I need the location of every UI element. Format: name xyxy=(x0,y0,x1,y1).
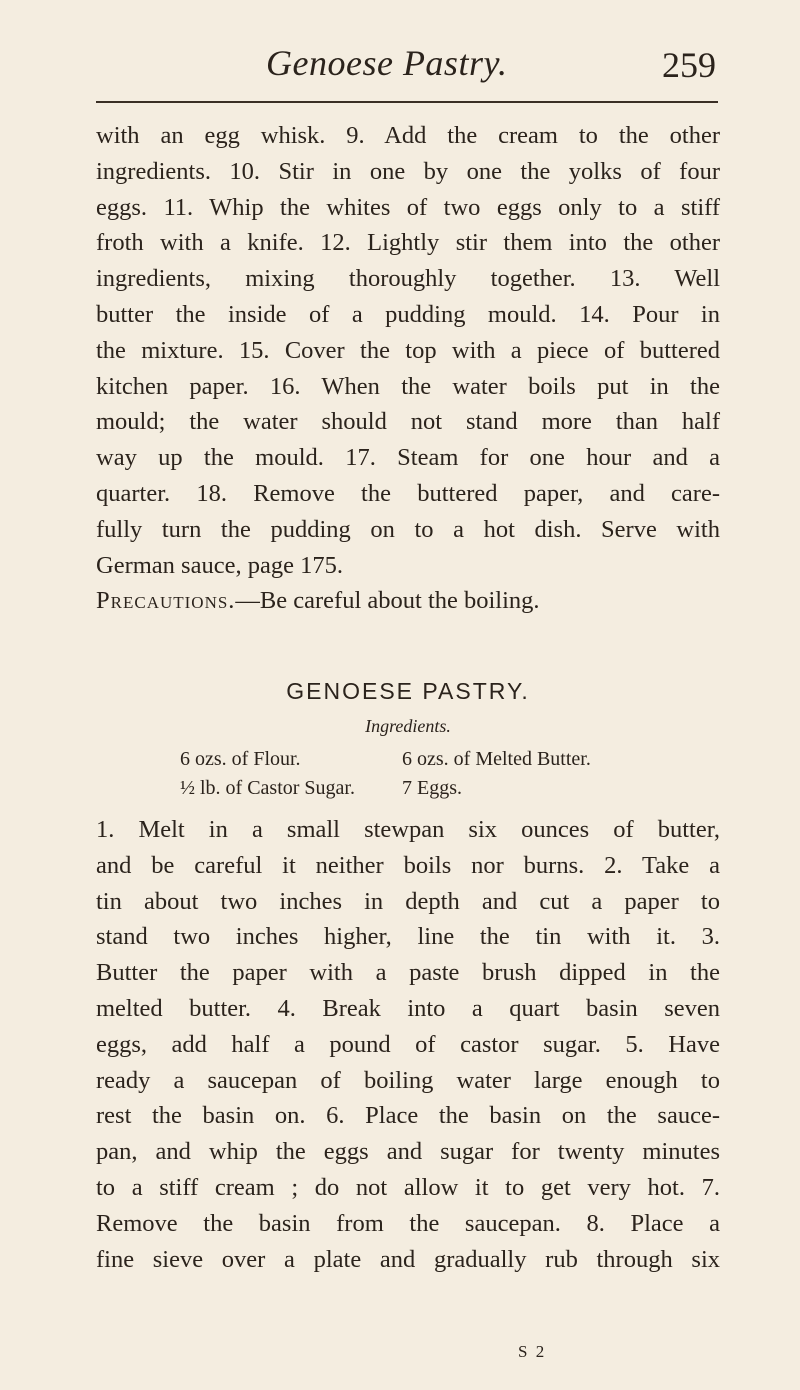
ingredients-list xyxy=(96,745,720,803)
text-line: the mixture. 15. Cover the top with a piece of buttered xyxy=(96,336,720,364)
text-line: eggs, add half a pound of castor sugar. 5. Have xyxy=(96,1030,720,1058)
text-line: fully turn the pudding on to a hot dish. Serve with xyxy=(96,515,720,543)
page-number: 259 xyxy=(662,45,716,85)
text-line: ingredients, mixing thoroughly together. 13. Well xyxy=(96,265,720,293)
method-text xyxy=(96,812,720,1277)
page-header xyxy=(96,42,716,102)
text-line: ingredients. 10. Stir in one by one the yolks of four xyxy=(96,157,720,185)
continuation-text xyxy=(96,118,720,619)
text-line: quarter. 18. Remove the buttered paper, and care- xyxy=(96,479,720,507)
signature-mark: S 2 xyxy=(518,1342,547,1361)
text-line: German sauce, page 175. xyxy=(96,551,343,579)
recipe-title: GENOESE PASTRY. xyxy=(286,678,530,704)
text-line: Butter the paper with a paste brush dipped in the xyxy=(96,959,720,987)
ingredient-row xyxy=(96,745,720,774)
text-line: tin about two inches in depth and cut a paper to xyxy=(96,887,720,915)
text-line: with an egg whisk. 9. Add the cream to the other xyxy=(96,122,720,149)
precautions-label: Precautions. xyxy=(96,587,236,615)
text-line: stand two inches higher, line the tin with it. 3. xyxy=(96,923,720,951)
ingredient: 7 Eggs. xyxy=(402,777,462,799)
text-line: pan, and whip the eggs and sugar for twenty minutes xyxy=(96,1138,720,1166)
text-line: kitchen paper. 16. When the water boils put in the xyxy=(96,372,720,400)
header-rule xyxy=(96,101,718,103)
text-line: to a stiff cream ; do not allow it to get very hot. 7. xyxy=(96,1173,720,1201)
text-line: mould; the water should not stand more than half xyxy=(96,408,720,436)
text-line: rest the basin on. 6. Place the basin on the sauce- xyxy=(96,1102,720,1130)
ingredient: 6 ozs. of Flour. xyxy=(180,748,301,770)
ingredient-row xyxy=(96,774,720,803)
ingredients-heading: Ingredients. xyxy=(365,716,451,736)
running-title: Genoese Pastry. xyxy=(266,43,508,83)
ingredient: 6 ozs. of Melted Butter. xyxy=(402,748,591,770)
precautions-text: —Be careful about the boiling. xyxy=(235,587,540,615)
text-line: froth with a knife. 12. Lightly stir them into the other xyxy=(96,229,720,257)
text-line: Remove the basin from the saucepan. 8. Place a xyxy=(96,1209,720,1237)
text-line: fine sieve over a plate and gradually rub through six xyxy=(96,1245,720,1273)
text-line: way up the mould. 17. Steam for one hour and a xyxy=(96,444,720,472)
precautions-line xyxy=(96,583,720,619)
text-line: ready a saucepan of boiling water large enough to xyxy=(96,1066,720,1094)
text-line: 1. Melt in a small stewpan six ounces of butter, xyxy=(96,816,720,843)
text-line: melted butter. 4. Break into a quart basin seven xyxy=(96,994,720,1022)
text-line: and be careful it neither boils nor burns. 2. Take a xyxy=(96,851,720,879)
text-line: eggs. 11. Whip the whites of two eggs only to a stiff xyxy=(96,193,720,221)
ingredient: ½ lb. of Castor Sugar. xyxy=(180,777,355,799)
text-line: butter the inside of a pudding mould. 14. Pour in xyxy=(96,300,720,328)
